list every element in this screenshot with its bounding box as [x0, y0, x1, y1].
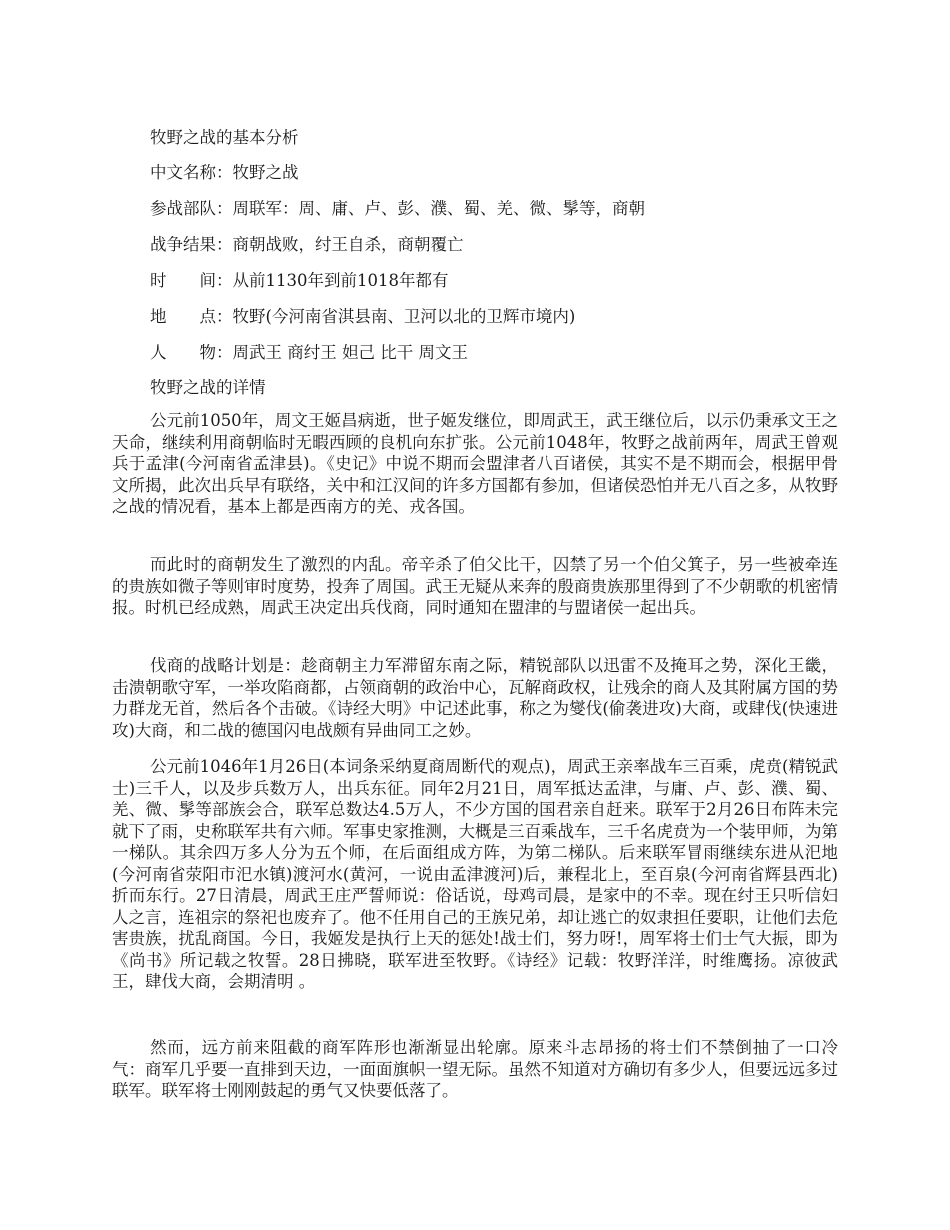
- info-label: 人 物：: [150, 343, 233, 362]
- info-row-result: [150, 234, 464, 256]
- info-value: 从前1130年到前1018年都有: [232, 271, 449, 290]
- body-paragraph-5: 然而，远方前来阻截的商军阵形也渐渐显出轮廓。原来斗志昂扬的将士们不禁倒抽了一口冷气：商军几乎要一直排到天边，一面面旗帜一望无际。虽然不知道对方确切有多少人，但要远远多过联军。联军将士刚刚鼓起的勇气又快要低落了。: [112, 1038, 838, 1100]
- info-value: 牧野(今河南省淇县南、卫河以北的卫辉市境内): [232, 307, 576, 326]
- info-value: 周联军：周、庸、卢、彭、濮、蜀、羌、微、髳等，商朝: [232, 199, 645, 218]
- info-label: 时 间：: [150, 271, 233, 290]
- section-heading-basic: 牧野之战的基本分析: [150, 128, 299, 147]
- info-row-time: [150, 270, 448, 292]
- section-heading-detail: 牧野之战的详情: [150, 378, 266, 397]
- info-row-place: [150, 306, 575, 328]
- info-row-people: [150, 342, 468, 364]
- info-value: 牧野之战: [232, 163, 299, 182]
- body-paragraph-3: 伐商的战略计划是：趁商朝主力军滞留东南之际，精锐部队以迅雷不及掩耳之势，深化王畿，击溃朝歌守军，一举攻陷商都，占领商朝的政治中心，瓦解商政权，让残余的商人及其附属方国的势力群龙无首，然后各个击破。《诗经大明》中记述此事，称之为燮伐(偷袭进攻)大商，或肆伐(快速进攻)大商，和二战的德国闪电战颇有异曲同工之妙。: [112, 656, 838, 740]
- info-value: 商朝战败，纣王自杀，商朝覆亡: [232, 235, 464, 254]
- info-value: 周武王 商纣王 妲己 比干 周文王: [232, 343, 468, 362]
- info-row-name: [150, 162, 299, 184]
- info-row-forces: [150, 198, 645, 220]
- body-paragraph-4: 公元前1046年1月26日(本词条采纳夏商周断代的观点)，周武王亲率战车三百乘，虎贲(精锐武士)三千人，以及步兵数万人，出兵东征。同年2月21日，周军抵达孟津，与庸、卢、彭、濮、蜀、羌、微、髳等部族会合，联军总数达4.5万人，不少方国的国君亲自赶来。联军于2月26日布阵未完就下了雨，史称联军共有六师。军事史家推测，大概是三百乘战车，三千名虎贲为一个装甲师，为第一梯队。其余四万多人分为五个师，在后面组成方阵，为第二梯队。后来联军冒雨继续东进从汜地(今河南省荥阳市汜水镇)渡河水(黄河，一说由孟津渡河)后，兼程北上，至百泉(今河南省辉县西北)折而东行。27日清晨，周武王庄严誓师说：俗话说，母鸡司晨，是家中的不幸。现在纣王只听信妇人之言，连祖宗的祭祀也废弃了。他不任用自己的王族兄弟，却让逃亡的奴隶担任要职，让他们去危害贵族，扰乱商国。今日，我姬发是执行上天的惩处!战士们，努力呀!，周军将士们士气大振，即为《尚书》所记载之牧誓。28日拂晓，联军进至牧野。《诗经》记载：牧野洋洋，时维鹰扬。凉彼武王，肆伐大商，会期清明 。: [112, 757, 838, 991]
- info-label: 参战部队：: [150, 199, 233, 218]
- info-label: 战争结果：: [150, 235, 233, 254]
- info-label: 中文名称：: [150, 163, 233, 182]
- body-paragraph-1: 公元前1050年，周文王姬昌病逝，世子姬发继位，即周武王，武王继位后，以示仍秉承文王之天命，继续利用商朝临时无暇西顾的良机向东扩张。公元前1048年，牧野之战前两年，周武王曾观兵于孟津(今河南省孟津县)。《史记》中说不期而会盟津者八百诸侯，其实不是不期而会，根据甲骨文所揭，此次出兵早有联络，关中和江汉间的许多方国都有参加，但诸侯恐怕并无八百之多，从牧野之战的情况看，基本上都是西南方的羌、戎各国。: [112, 411, 838, 516]
- body-paragraph-2: 而此时的商朝发生了激烈的内乱。帝辛杀了伯父比干，囚禁了另一个伯父箕子，另一些被牵连的贵族如微子等则审时度势，投奔了周国。武王无疑从来奔的殷商贵族那里得到了不少朝歌的机密情报。时机已经成熟，周武王决定出兵伐商，同时通知在盟津的与盟诸侯一起出兵。: [112, 555, 838, 617]
- info-label: 地 点：: [150, 307, 233, 326]
